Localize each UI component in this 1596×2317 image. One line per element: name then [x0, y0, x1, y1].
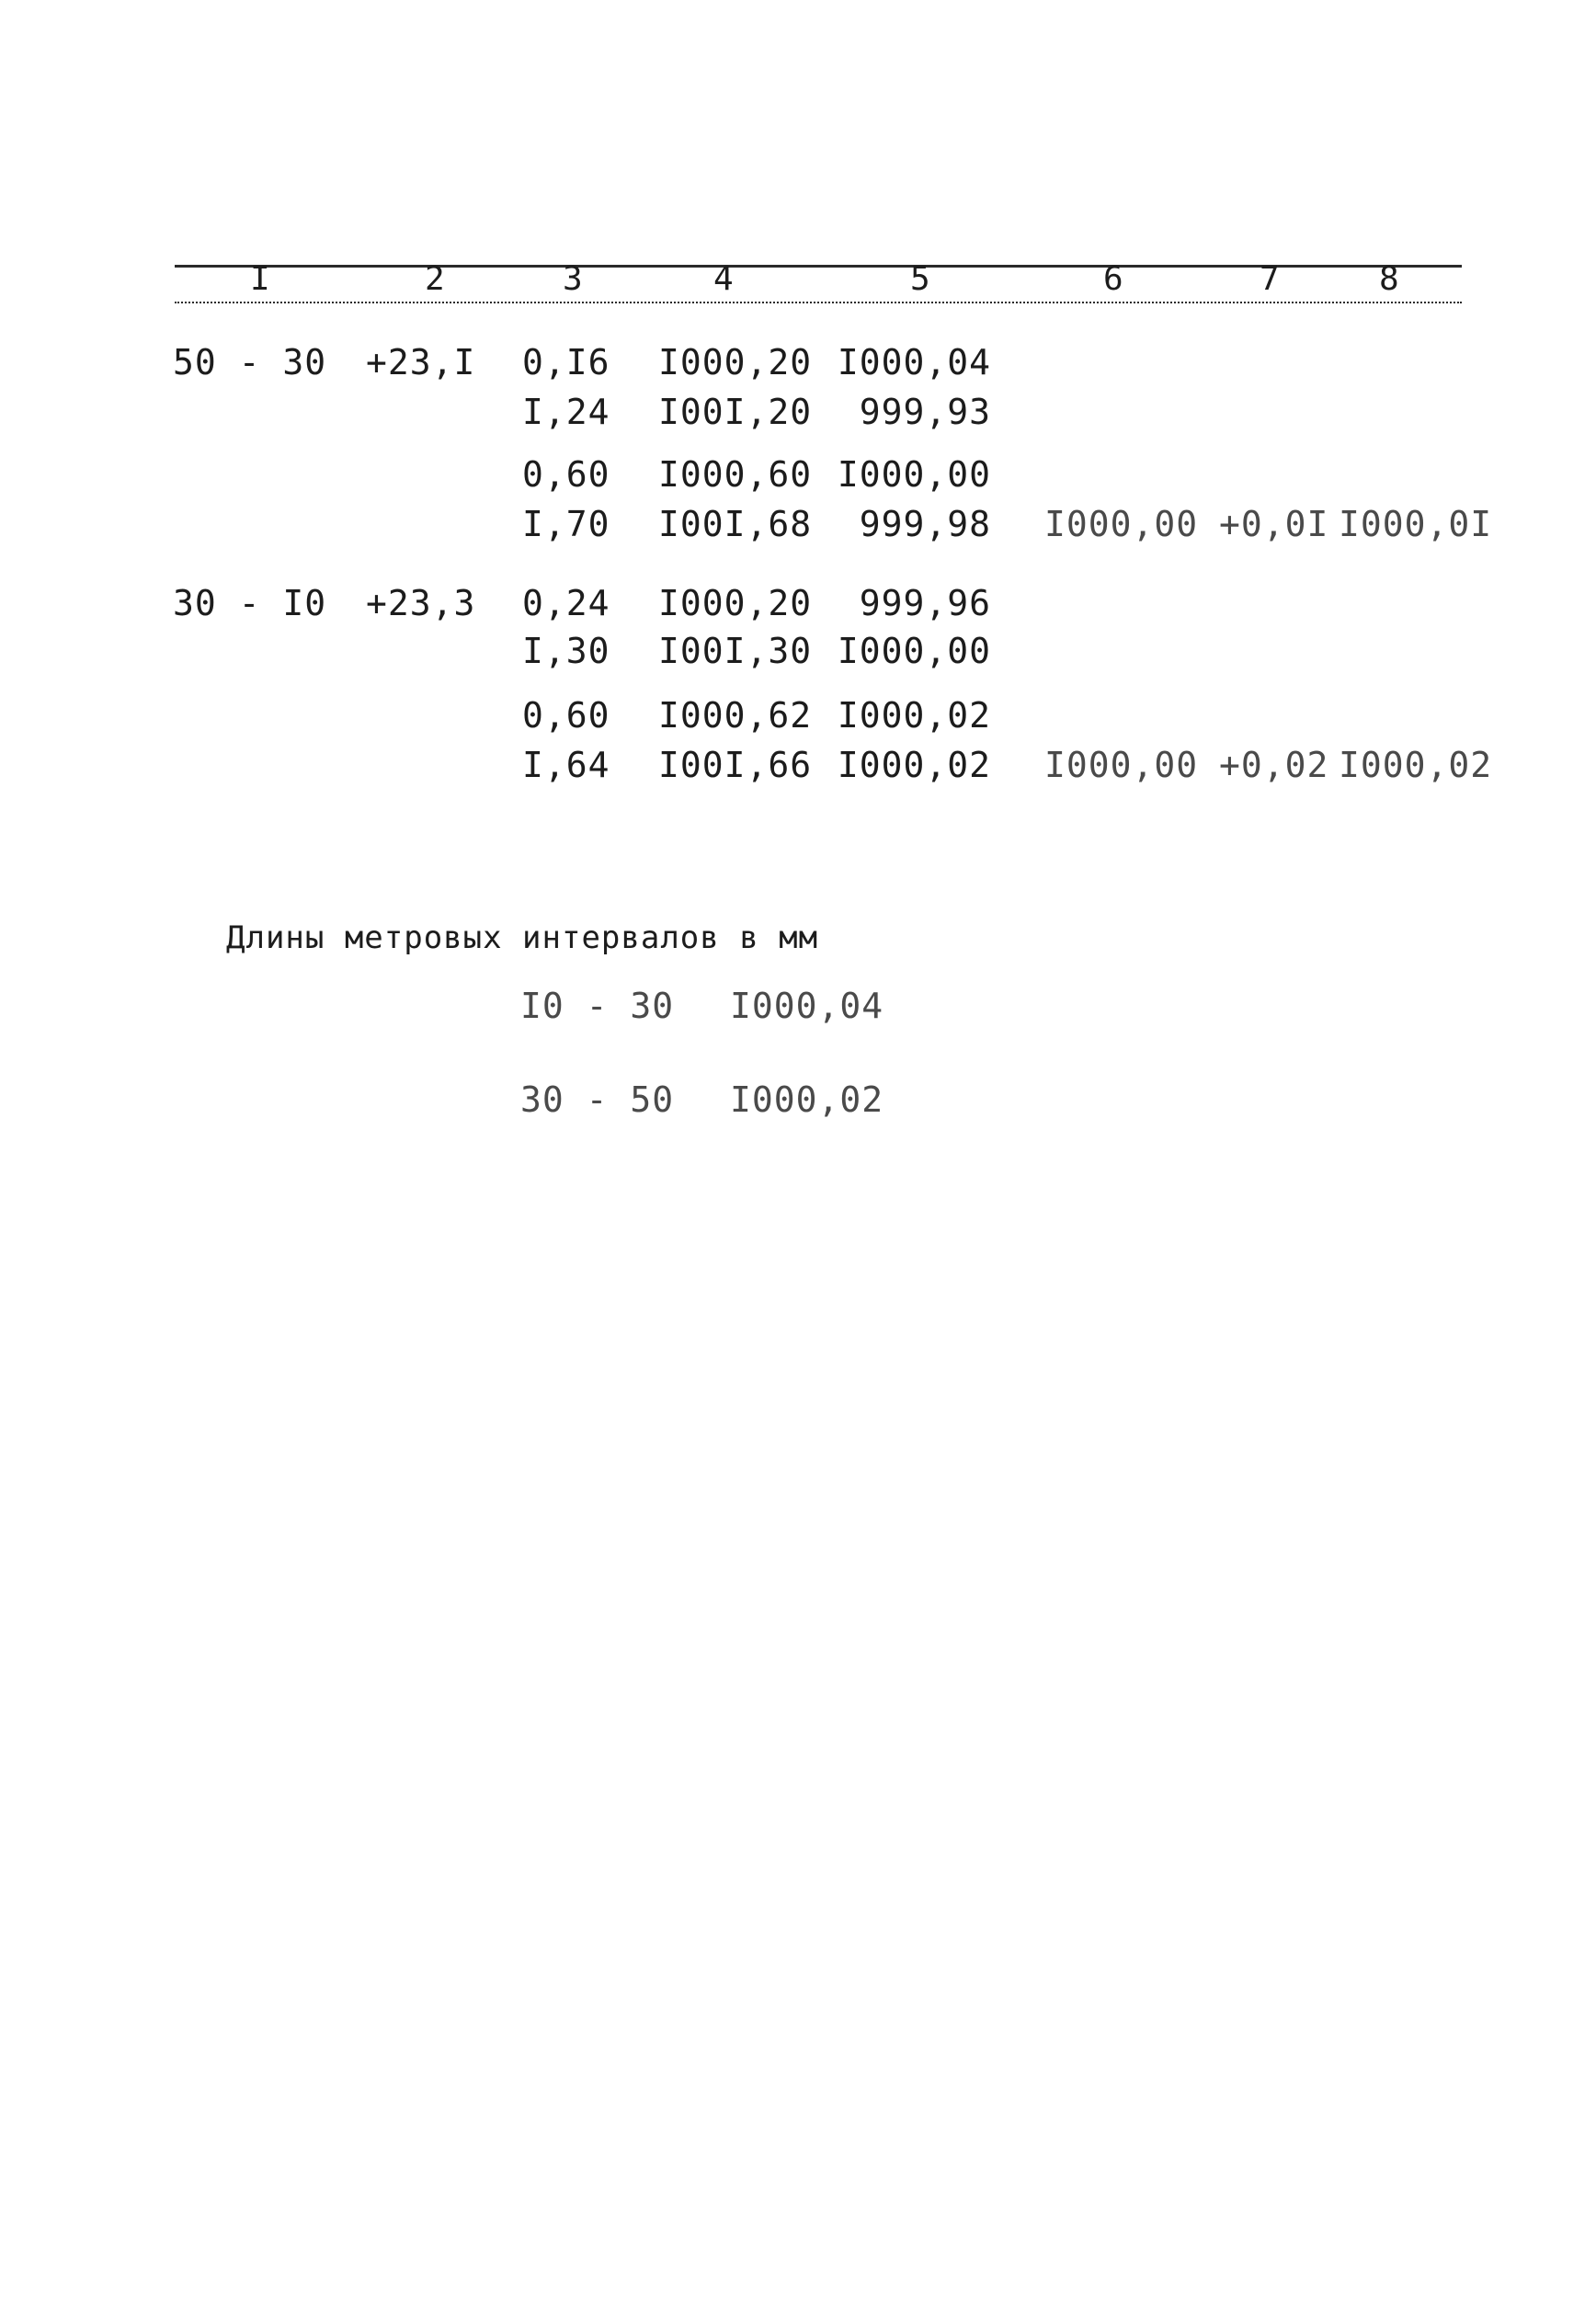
table-cell: I000,02: [837, 695, 991, 736]
table-cell: 0,60: [522, 454, 610, 495]
table-cell: 0,24: [522, 583, 610, 623]
table-cell: I,30: [522, 631, 610, 671]
summary-value: I000,04: [730, 986, 884, 1026]
interval-label: 50 - 30: [173, 342, 327, 382]
temperature-value: +23,3: [366, 583, 476, 623]
summary-interval: I0 - 30: [520, 986, 675, 1026]
table-cell: 0,I6: [522, 342, 610, 382]
table-cell: I000,04: [837, 342, 991, 382]
table-cell: I00I,68: [658, 504, 813, 544]
summary-title: Длины метровых интервалов в мм: [226, 919, 819, 956]
table-cell: 999,9З: [859, 392, 991, 432]
column-header-5: 5: [910, 260, 930, 298]
column-header-4: 4: [713, 260, 734, 298]
table-cell: I,24: [522, 392, 610, 432]
summary-interval: 30 - 50: [520, 1079, 675, 1120]
table-cell: I,64: [522, 745, 610, 785]
column-header-1: I: [250, 260, 270, 298]
table-cell: 999,96: [859, 583, 991, 623]
table-cell: I000,02: [1339, 745, 1493, 785]
table-cell: I000,00: [837, 454, 991, 495]
table-cell: I00I,66: [658, 745, 813, 785]
table-cell: I000,0I: [1339, 504, 1493, 544]
column-header-2: 2: [425, 260, 445, 298]
temperature-value: +23,I: [366, 342, 476, 382]
summary-value: I000,02: [730, 1079, 884, 1120]
column-header-7: 7: [1260, 260, 1280, 298]
table-cell: I000,20: [658, 583, 813, 623]
table-cell: I00I,30: [658, 631, 813, 671]
table-cell: I000,62: [658, 695, 813, 736]
table-cell: 999,98: [859, 504, 991, 544]
column-header-3: 3: [563, 260, 583, 298]
table-cell: I000,00: [1044, 745, 1199, 785]
table-cell: I000,00: [837, 631, 991, 671]
table-cell: I,70: [522, 504, 610, 544]
table-cell: I000,60: [658, 454, 813, 495]
table-cell: 0,60: [522, 695, 610, 736]
table-cell: I000,00: [1044, 504, 1199, 544]
interval-label: 30 - I0: [173, 583, 327, 623]
table-cell: I00I,20: [658, 392, 813, 432]
table-cell: I000,02: [837, 745, 991, 785]
column-header-8: 8: [1379, 260, 1399, 298]
table-cell: I000,20: [658, 342, 813, 382]
column-header-6: 6: [1103, 260, 1123, 298]
table-cell: +0,02: [1219, 745, 1329, 785]
table-cell: +0,0I: [1219, 504, 1329, 544]
table-header-rule: [175, 302, 1462, 303]
